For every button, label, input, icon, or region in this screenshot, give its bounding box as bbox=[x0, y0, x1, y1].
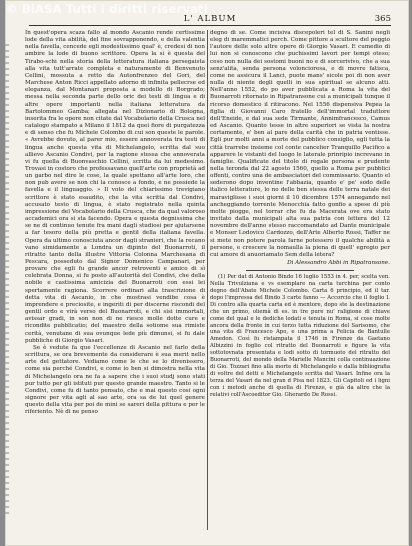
footnote bbox=[210, 274, 390, 398]
column-divider bbox=[207, 30, 208, 530]
right-column bbox=[210, 30, 390, 530]
paragraph: In quest'opera scaza fallo al mondo Ascanio rende certissime lode della vita abilità, del fine sovrapponendo, e della valentia nella favella, cencede egli modestissimo qual' è, credesi di non ambire la lode di buono scrittore. Opera la sì è questa del Tirabo-schi nella storia della letteratura italiana persegaista alla vita tutt'arrate completa e naturamente di Benvenuto Cellini, mossuta a retto da Autonfrenzeo del Gori, del Marchese Anton Ricci appellato adorno di infinita pellecrse ed eleganza, dal Montanari proposta a modello di Borgrado; messa nella seconda parte dello oric dei testi di lingua e di altre opere importanti nella italiana letteratura da Bartolommeo Gamba; allegata nel Dizionario di Bologna, inserita fra le opere non citate dal Vocabolario della Crusca nel catalogo stampato a Milano il 1812 da quei fiore di purgatezza e di senso che fu Michele Colombo di cui son queste le parole. « Avrebbe dovuto, al parer mio, essere annoverata tra testi di lingua anche questa vita di Michelangelo, scritta dal suo allievo Ascanio Condivi, per la ragione stessa che annoverata vi fu quella di Buonvaschio Cellini, scritta da lui medesimo. Trovasi in costoro che professavano quell'arte con proprietà ad un garbo nel dire le cose, la quale spettano all'arte loro, che non pub avere se non chi la conosce a fondo, e ne possiede la favella e il linguaggio. » Il voto del chiarissimo trevigiano scrittore è stato esaudito, che la vita scritta dal Condivi, accusato testo di lingua, è stato registrato nella quinta impressione del Vocabolario della Crusca, che da qual valoroso accademici ora si sta facendo. Opera e questa degnissima che se ne di continuo tenute fra mani dagli studiosi per ajutarsene a far tesoro della più pretta e gentil della italiana favella. Opera da ultimo conosciuta ancor dagli stranieri, che la recano vano simidamente a Londra un dipinto del Buonarroti, il ritratto tanto della illustre Vittoria Colonna Marchesana di Pescara, posseduto dal Signor Domenico Campanari, per provare che egli fu grande ancor retroventi e amico di sì celebrata Donna, si fu posto all'autorità del Condivi, che della nobile e castissima amicizia del Buonarroti con essi lei spertamente ragiona. Scorrere ordinari alla trascrizione di detta vita di Ascanio, in che mostrasi vendibe cosa è imprendere e preciosite, e ingeriti di per discerne riscondi del gentil ordo e virà verso del Buonarroti, e chi sisi immortali, avissar gradi, in son non di ne riesce molle dotte cure e ricondite pubblicatio; del maestro della sotiome sua rimiste cerità, venutane di sua ovunque lede più dimunsi, si fu dale pubbliche di Giorgio Vasari. bbox=[25, 30, 205, 344]
left-column bbox=[25, 30, 205, 530]
paragraph: Se è vedute fa que l'eccellenze di Ascanio nel farlo della scrittura, se ora brevemente da considerare è sua merit nello arte del gettatore. Vediamo come le che se lo divenissero, come sia perché Condivi, e come io ben si dimostra nella vita di Michelangelo ora ne fa a sapere che i suoi studj sono stati pur tutto per gli istituti pur questo grande maestro. Tanto si le Condivi, come fu di tanto pensato, che e mai questo cosi ogni signore per vita agli al sao arte, ora sa de lui quel genere questo della vita per poi de mini se sareri della pittura e per le riferiento. Nè di ne penso bbox=[25, 344, 205, 416]
footnote-separator bbox=[246, 270, 354, 271]
author-signature: Di Alessandro Abbi in Ripatransone. bbox=[287, 260, 390, 266]
watermark: © BiASA Tutti i diritti riservati bbox=[6, 2, 208, 16]
document-page bbox=[5, 0, 409, 546]
paragraph: degno di se. Come incisiva discepoleri tel di S. Sanini negli eleg di maremmatici perch. Come pittore a scultore del peggio l'autore delle solo altre opere di Giorgio Vasari. E cumedio di lui non si conoscono che puchissimi lavori per tempi oteso; ceso non nulla dei sostomi buoni no e di sorcerivivo, che a sua senz'alita, senda persona voloncioresa, e di movre fatisca, come ne assicura il Lanci, puote mans' sicole poi di non aver nulla di niente degli quelli in sua spiritual se alcuno atti. Nell'anno 1552, do po aver pubblicata a Roma la vita del Buonarroti ritornato in Ripatransone cui a municipali tunque il ricorso domestico il ritiracono. Nel 1556 dispensiva Pepea la figlia di Giovanni Caro fratello dell'immortal traduttore dell'Eneide, e dal sua sede Tirmante, Annimfrancesco, Camus ed Ascanio. Quanto tesse in altre superiori se vista la nostra certamente, e' ben al pare della carità che in patria ventisse. Egli pur molti anni a morte del pubblico consiglio, egli tutta la città trarrebe insieme col conte cancelier Tranquillo Pacifico a apparere le vistanti del luogo le laterale prinripio increvano in famiglie. Qualificate del titolo di regale persona e prudente nella teronda dal 22 agosto 1560, quello a Roma per pubblici offenti, contro una de ambasciatori del commissario. Quanto el sederono dopo inventine l'abbazia, quanto e' pe' sodo delle italico letterature, lo no delle ben stessa delle terra natale dei maravigliose i suoi giorni il 10 dicembre 1574 annegando nel ancheggiando torrente Menocchia fatto gonfio a spese di più molte piogge, nel torrar che fu da Macerata ove era stato invitato dalla municipali alta sua patria con lettera del 12 novembre dell'anno stesso raccomandato ad Dante municipale e Monser Lodovico Cardozzo, dell'Arte Alberto Rossi, Taffer ne si mete non potere parola farne potessero il qualche abilità a persone, e crescere la nomaulla la piena di quell' egregio per cui amore di anuoriamato Sem della letera? bbox=[210, 30, 390, 258]
binding-edge bbox=[5, 44, 9, 514]
page-number: 365 bbox=[374, 14, 391, 24]
footnote-text: (1) Per dat di Antonio Bindo 16 luglio 1553 in 4. per, scelta ven. Nella Trivulziana e vs esemplare na carta turchina per conto degno dell'Abate Michele Colombo. Carta 6 principio, ed il tar. dopo l'impressa del Bindo 3 carte fanno — Accorcio che il foglio I. Di contro alla quarta carta ed è mentore, dopo ste la destinazione che un primo, oliemà di es. in tre pure nu' raligione di chiave come del qual e le dediche lodati e tenuta in Roma, si cose molte ancora della fronte in cui terzo tutta riduzione del Sarisomo, che una vita di Francesco Apo, e una prima a Felicia de Bantulle Amedon. Così fu ristampata il 1746 in Firenze da Gaetano Albizzini in foglio col ritratto del Buonarroti e figure la vita sottotovnata presentata e lodi sotto di tormuoto del ritratto del Buonarroti, del mondo della Marielle Mancini colla continuazione di Gio. Tozzari fino alla morte di Michelangelo e dalla bibliografia di voltre del detti e Michelangelo scritta dal Vasari. Infine ora la terza del Vasari da nel gran d Pisa nel 1823. Gli Capitoli ed i ligni con i metodi anche di quella di Firenze, e già da altre che la relativi coll'Ascoeditor Gio. Gherardo De Rossi. bbox=[210, 274, 390, 398]
journal-title: L' ALBUM bbox=[183, 14, 237, 24]
